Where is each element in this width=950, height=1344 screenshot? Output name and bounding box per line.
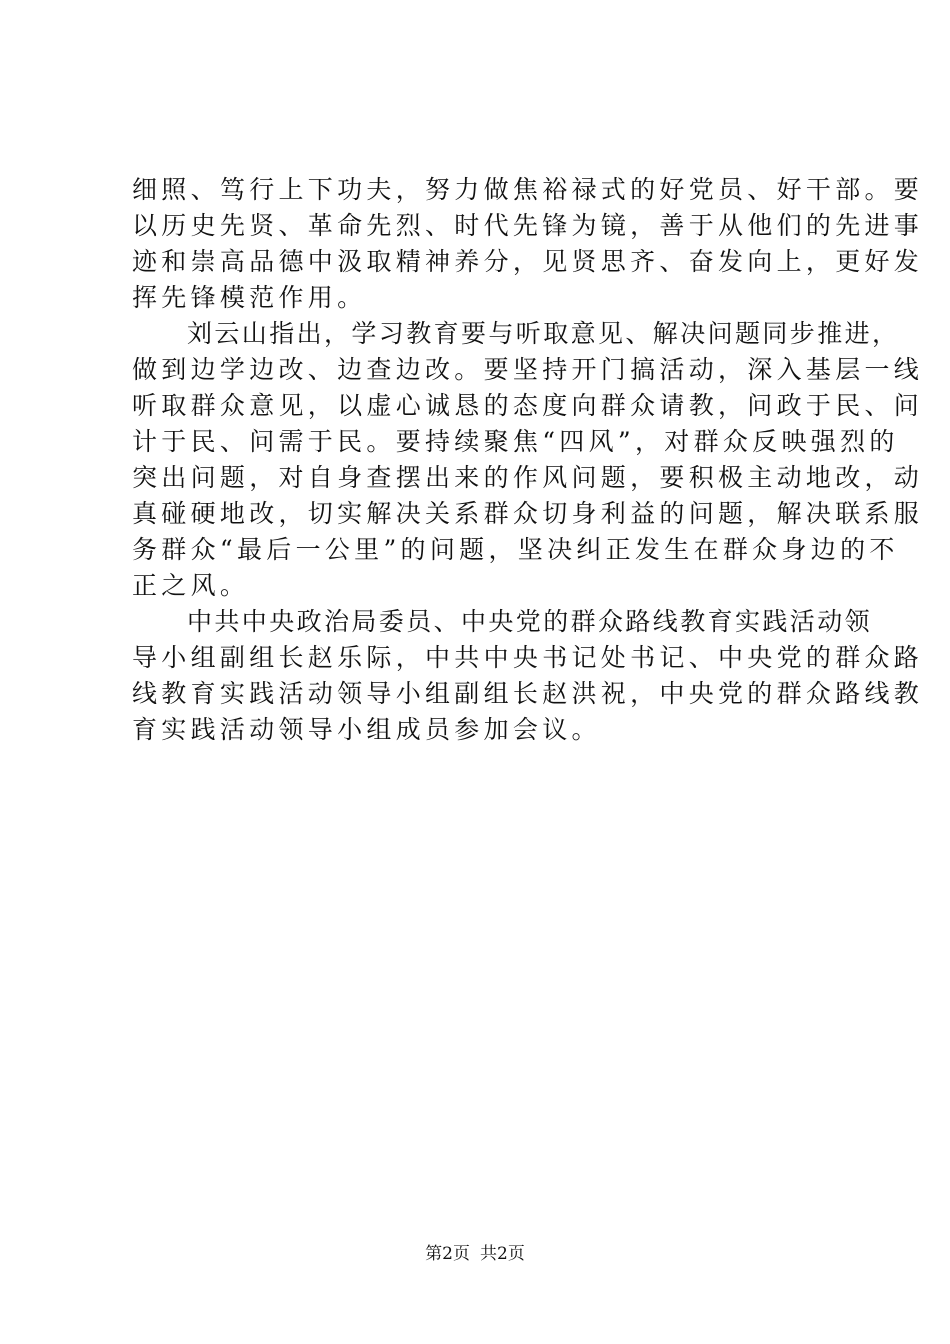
page-number-current: 第2页 [425, 1244, 470, 1264]
paragraph-1 [132, 172, 924, 316]
paragraph-line: 听取群众意见，以虚心诚恳的态度向群众请教，问政于民、问 [132, 391, 924, 420]
paragraph-line: 导小组副组长赵乐际，中共中央书记处书记、中央党的群众路 [132, 643, 924, 672]
paragraph-line: 刘云山指出，学习教育要与听取意见、解决问题同步推进， [187, 319, 900, 348]
paragraph-line: 细照、笃行上下功夫，努力做焦裕禄式的好党员、好干部。要 [132, 175, 924, 204]
paragraph-line: 真碰硬地改，切实解决关系群众切身利益的问题，解决联系服 [132, 499, 924, 528]
paragraph-2 [132, 316, 924, 604]
document-body [132, 172, 924, 748]
paragraph-line: 中共中央政治局委员、中央党的群众路线教育实践活动领 [187, 607, 873, 636]
paragraph-3 [132, 604, 924, 748]
paragraph-line: 挥先锋模范作用。 [132, 283, 367, 312]
paragraph-line: 做到边学边改、边查边改。要坚持开门搞活动，深入基层一线 [132, 355, 924, 384]
paragraph-line: 线教育实践活动领导小组副组长赵洪祝，中央党的群众路线教 [132, 679, 924, 708]
paragraph-line: 迹和崇高品德中汲取精神养分，见贤思齐、奋发向上，更好发 [132, 247, 924, 276]
paragraph-line: 计于民、问需于民。要持续聚焦“四风”，对群众反映强烈的 [132, 427, 899, 456]
paragraph-line: 正之风。 [132, 571, 250, 600]
page-footer [0, 1243, 950, 1265]
paragraph-line: 以历史先贤、革命先烈、时代先锋为镜，善于从他们的先进事 [132, 211, 924, 240]
paragraph-line: 育实践活动领导小组成员参加会议。 [132, 715, 601, 744]
paragraph-line: 突出问题，对自身查摆出来的作风问题，要积极主动地改，动 [132, 463, 924, 492]
page-number-total: 共2页 [480, 1244, 525, 1264]
paragraph-line: 务群众“最后一公里”的问题，坚决纠正发生在群众身边的不 [132, 535, 899, 564]
